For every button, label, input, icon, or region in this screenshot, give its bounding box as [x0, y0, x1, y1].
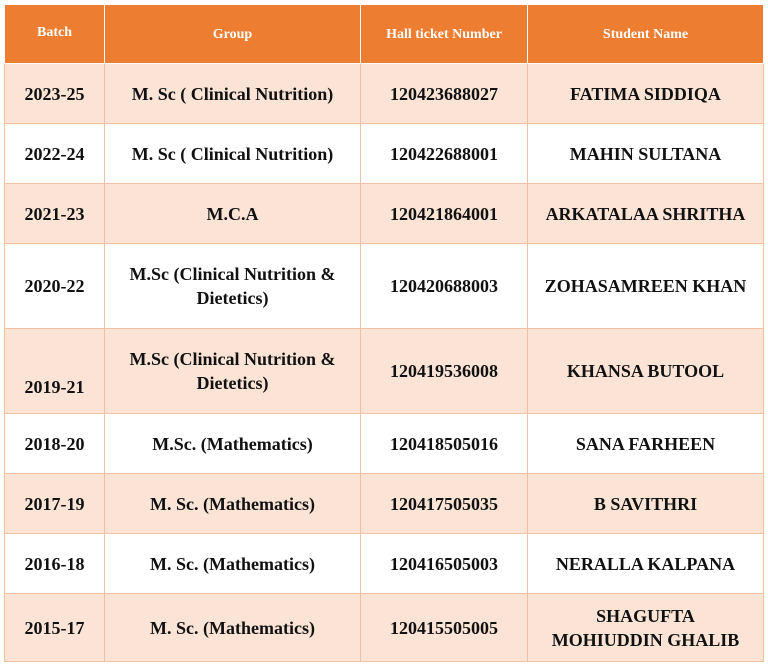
group-line: Dietetics) — [196, 288, 269, 308]
batch-cell: 2019-21 — [5, 329, 105, 414]
name-line: SANA FARHEEN — [575, 433, 716, 454]
group-cell — [105, 244, 361, 329]
student-name-cell — [528, 244, 764, 329]
group-line: M. Sc ( Clinical Nutrition) — [131, 143, 334, 164]
group-line: M.C.A — [206, 203, 259, 224]
batch-cell: 2015-17 — [5, 594, 105, 662]
student-name-cell — [528, 594, 764, 662]
student-name-cell — [528, 124, 764, 184]
group-cell — [105, 474, 361, 534]
name-line: NERALLA KALPANA — [555, 553, 736, 574]
student-name-cell — [528, 474, 764, 534]
group-cell — [105, 414, 361, 474]
name-line: MAHIN SULTANA — [569, 143, 722, 164]
batch-column-header: Batch — [5, 5, 105, 64]
group-cell — [105, 329, 361, 414]
group-column-header: Group — [105, 5, 361, 64]
group-cell — [105, 124, 361, 184]
table-row — [5, 474, 764, 534]
name-line: ZOHASAMREEN KHAN — [544, 276, 747, 296]
student-name-cell — [528, 414, 764, 474]
batch-cell: 2022-24 — [5, 124, 105, 184]
group-line: M.Sc (Clinical Nutrition & — [129, 349, 336, 369]
student-name-cell — [528, 534, 764, 594]
hall-ticket-cell: 120423688027 — [361, 64, 528, 124]
group-line: M. Sc ( Clinical Nutrition) — [131, 83, 334, 104]
hall-ticket-cell: 120419536008 — [361, 329, 528, 414]
hall-ticket-cell: 120422688001 — [361, 124, 528, 184]
hall-ticket-cell: 120421864001 — [361, 184, 528, 244]
name-line: KHANSA BUTOOL — [566, 361, 725, 381]
hall-ticket-cell: 120416505003 — [361, 534, 528, 594]
group-line: M.Sc (Clinical Nutrition & — [129, 264, 336, 284]
name-line: B SAVITHRI — [593, 493, 698, 514]
group-cell — [105, 184, 361, 244]
group-cell — [105, 64, 361, 124]
table-row — [5, 124, 764, 184]
hall-ticket-cell: 120420688003 — [361, 244, 528, 329]
name-line: MOHIUDDIN GHALIB — [551, 629, 740, 650]
table-body — [5, 64, 764, 662]
hall-ticket-column-header: Hall ticket Number — [361, 5, 528, 64]
batch-cell: 2017-19 — [5, 474, 105, 534]
group-cell — [105, 534, 361, 594]
table-row — [5, 244, 764, 329]
header-row — [5, 5, 764, 64]
table-row — [5, 414, 764, 474]
group-line: M.Sc. (Mathematics) — [152, 433, 313, 454]
group-line: M. Sc. (Mathematics) — [150, 553, 315, 574]
student-name-column-header: Student Name — [528, 5, 764, 64]
hall-ticket-cell: 120418505016 — [361, 414, 528, 474]
student-name-cell — [528, 329, 764, 414]
group-cell — [105, 594, 361, 662]
table-row — [5, 594, 764, 662]
batch-cell: 2023-25 — [5, 64, 105, 124]
name-line: ARKATALAA SHRITHA — [545, 203, 746, 224]
batch-cell: 2018-20 — [5, 414, 105, 474]
group-line: M. Sc. (Mathematics) — [150, 617, 315, 638]
batch-cell: 2020-22 — [5, 244, 105, 329]
hall-ticket-cell: 120417505035 — [361, 474, 528, 534]
student-name-cell — [528, 64, 764, 124]
hall-ticket-cell: 120415505005 — [361, 594, 528, 662]
table-row — [5, 184, 764, 244]
batch-cell: 2016-18 — [5, 534, 105, 594]
table-row — [5, 534, 764, 594]
table-row — [5, 64, 764, 124]
student-name-cell — [528, 184, 764, 244]
batch-cell: 2021-23 — [5, 184, 105, 244]
toppers-table — [4, 4, 764, 662]
table-row — [5, 329, 764, 414]
name-line: FATIMA SIDDIQA — [570, 83, 721, 104]
table-header — [5, 5, 764, 64]
name-line: SHAGUFTA — [596, 605, 695, 626]
group-line: Dietetics) — [196, 373, 269, 393]
group-line: M. Sc. (Mathematics) — [150, 493, 315, 514]
